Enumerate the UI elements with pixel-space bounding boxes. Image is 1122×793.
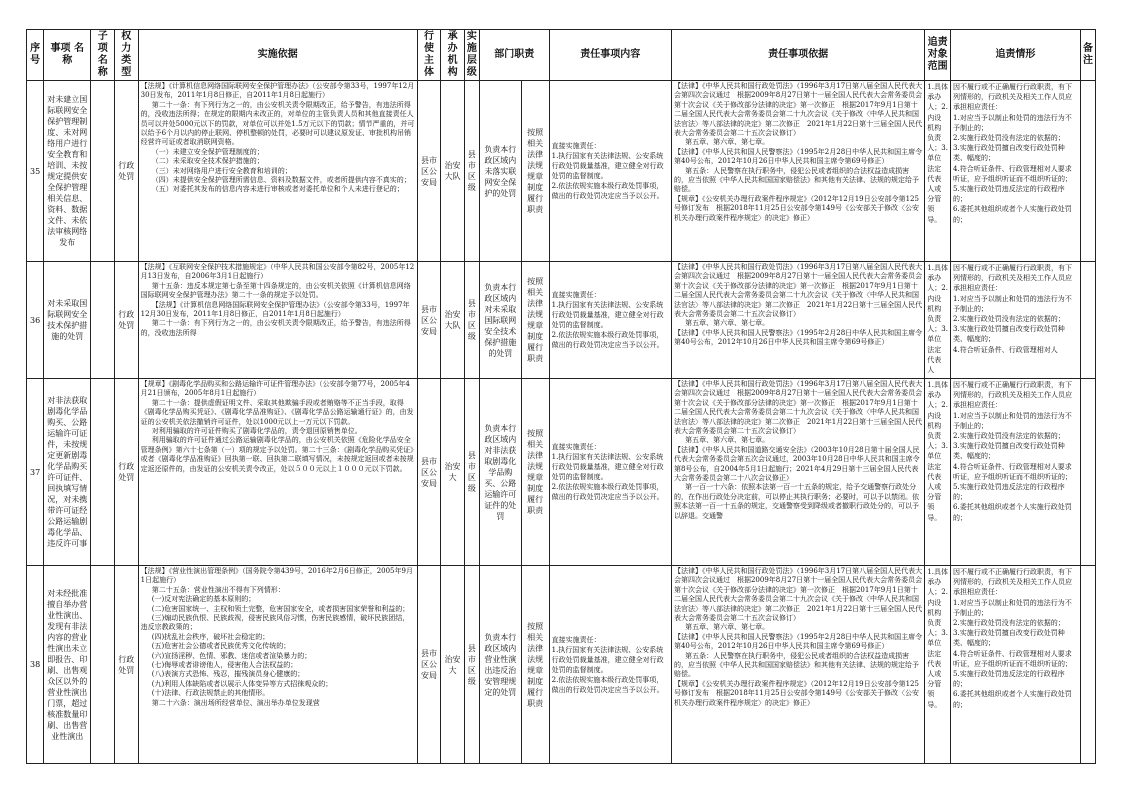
row-power-type	[115, 262, 139, 379]
row-responsibility	[549, 81, 671, 262]
row-basis-text	[141, 567, 415, 708]
row-seq	[27, 379, 44, 566]
resp-basis-paragraph: 第一百一十六条：依照本法第一百一十五条的规定，给予交通警察行政处分的，在作出行政处分决定前，可以停止其执行职务；必要时，可以予以禁闭。依照本法第一百一十五条的规定，交通警察受到降级或者撤职行政处分的，可以予以辞退。交通警	[673, 483, 919, 520]
resp-basis-paragraph: 第五章、第六章、第七章。	[685, 319, 770, 328]
header-responsibility: 责任事项内容	[549, 30, 671, 81]
row-sub-item	[91, 81, 115, 262]
row-note	[1080, 379, 1095, 566]
resp-basis-paragraph: 【规章】《公安机关办理行政案件程序规定》（2012年12月19日公安部令第125号修订发布 根据2018年11月25日公安部令第149号《公安部关于修改〈公安机关办理行政案件程序规定〉的决定》修正）	[673, 679, 919, 707]
row-basis-text	[141, 380, 415, 474]
header-basis: 实施依据	[138, 30, 417, 81]
basis-paragraph: (八)表演方式恐怖、残忍，摧残演员身心健康的；	[151, 670, 305, 679]
row-level-text: 县市区级	[467, 299, 476, 341]
row-subject	[417, 262, 441, 379]
row-item-name-text: 对未采取国际联网安全技术保护措施的处罚	[47, 299, 88, 341]
row-duty	[479, 262, 521, 379]
header-power-type: 权力类型	[115, 30, 139, 81]
row-duty-text: 负责本行政区域内未落实联网安全保护的处罚	[484, 144, 517, 198]
resp-basis-paragraph: 【法律】《中华人民共和国行政处罚法》（1996年3月17日第八届全国人民代表大会第四次会议通过 根据2009年8月27日第十一届全国人民代表大会常务委员会第十次会议《关于修改部分法律的决定》第一次修正 根据2017年9月1日第十二届全国人民代表大会常务委员会第二十九次会议《关于修改〈中华人民共和国法官法〉等八部法律的决定》第二次修正 2021年1月22日第十三届全国人民代表大会常务委员会第二十五次会议修订）	[673, 380, 923, 436]
row-responsibility	[549, 379, 671, 566]
row-basis	[138, 262, 417, 379]
header-resp-basis: 责任事项依据	[671, 30, 924, 81]
situation-item: 1.对应当予以制止和处罚的违法行为不予制止的；	[953, 294, 1072, 313]
basis-paragraph: 【法规】《计算机信息网络国际联网安全保护管理办法》（公安部令第33号，1997年12月30日发布，2011年1月8日修正，自2011年1月8日起施行）	[140, 300, 410, 319]
row-resp-basis-text	[674, 567, 922, 708]
row-agency-text: 治安大	[444, 462, 461, 482]
row-duty-method	[521, 262, 549, 379]
basis-paragraph: (一)反对宪法确定的基本原则的；	[151, 595, 256, 604]
row-basis	[138, 379, 417, 566]
row-agency	[441, 566, 465, 764]
row-duty-method-text: 按照相关法律法规规章制度履行职责	[527, 128, 544, 214]
basis-paragraph: （一）未建立安全保护管理制度的；	[151, 147, 264, 156]
situation-item: 3.实施行政处罚擅自改变行政处罚种类、幅度的；	[953, 442, 1065, 461]
resp-basis-paragraph: 【法律】《中华人民共和国人民警察法》（1995年2月28日中华人民共和国主席令第40号公布，2012年10月26日中华人民共和国主席令第69号修正）	[673, 632, 923, 651]
row-agency-text: 治安大队	[444, 161, 461, 181]
situation-item: 1.对应当予以制止和处罚的违法行为不予制止的；	[953, 113, 1072, 132]
resp-basis-paragraph: 【法律】《中华人民共和国道路交通安全法》（2003年10月28日第十届全国人民代表大会常务委员会第五次会议通过，2003年10月28日中华人民共和国主席令第8号公布，自2004年5月1日起施行；2021年4月29日第十三届全国人民代表大会常务委员会第二十八次会议修正）	[673, 445, 920, 483]
header-note: 备注	[1080, 30, 1095, 81]
row-duty-method	[521, 81, 549, 262]
row-duty	[479, 566, 521, 764]
row-basis	[138, 566, 417, 764]
document-page	[26, 29, 1096, 791]
row-subject	[417, 566, 441, 764]
row-item-name	[44, 379, 91, 566]
row-situation-text	[953, 82, 1078, 225]
basis-paragraph: 利用骗取的许可证件通过公路运输剧毒化学品的，由公安机关依照《危险化学品安全管理条例》第六十七条第（一）项的规定予以处罚。第二十三条：《剧毒化学品购买凭证》或者《剧毒化学品准购证》回执第一联、回执第二联填写情况，未按规定返回或者未按规定返还原件的，由发证的公安机关责令改正，处以５００元以上１０００元以下罚款。	[140, 436, 414, 473]
row-resp-basis-text	[674, 380, 922, 521]
power-list-table	[26, 29, 1096, 764]
situation-item: 2.实施行政处罚没有法定的依据的；	[953, 134, 1065, 143]
row-duty	[479, 81, 521, 262]
row-subject-text: 县市区公安局	[420, 649, 437, 680]
situation-item: 因不履行或不正确履行行政职责，有下列情形的，行政机关及相关工作人员应承担相应责任：	[953, 381, 1073, 410]
row-responsibility-text: 直接实施责任： 1.执行国家有关法律法规、公安系统行政处罚裁量基准，建立健全对行政处罚的监督制度。 2.依法依规实施本级行政处罚事项，做出的行政处罚决定应当予以公开。	[551, 443, 664, 501]
basis-paragraph: 第二十六条：演出场所经营单位、演出举办单位发现营	[151, 698, 320, 707]
resp-basis-paragraph: 第五章、第六章、第七章。	[685, 623, 770, 632]
row-scope	[925, 566, 951, 764]
resp-basis-paragraph: 第五章、第六章、第七章。	[685, 436, 770, 445]
row-subject	[417, 379, 441, 566]
situation-item: 2.实施行政处罚没有法定的依据的；	[953, 619, 1065, 628]
situation-item: 6.委托其他组织或者个人实施行政处罚的；	[953, 690, 1072, 709]
row-power-type	[115, 379, 139, 566]
row-responsibility	[549, 566, 671, 764]
basis-paragraph: （四）未提供安全保护管理所需信息、资料及数据文件，或者所提供内容不真实的；	[151, 176, 411, 185]
row-scope-text: 1.具体承办人；2.内设机构负责人；3.单位法定代表人或分管领导。	[927, 83, 948, 224]
header-agency: 承办机构	[441, 30, 465, 81]
situation-item: 4.符合听证条件、行政管理相对人要求听证，应予组织听证而不组织听证的；	[953, 462, 1073, 481]
row-agency	[441, 81, 465, 262]
row-situation	[951, 262, 1081, 379]
resp-basis-paragraph: 【法律】《中华人民共和国人民警察法》（1995年2月28日中华人民共和国主席令第40号公布，2012年10月26日中华人民共和国主席令第69号修正）	[673, 147, 923, 166]
row-resp-basis	[671, 81, 924, 262]
situation-item: 6.委托其他组织或者个人实施行政处罚的；	[953, 205, 1072, 224]
row-seq-text: 37	[29, 467, 41, 477]
row-item-name	[44, 262, 91, 379]
row-situation-text	[953, 380, 1078, 523]
row-note	[1080, 81, 1095, 262]
row-level	[464, 262, 479, 379]
basis-paragraph: (二)危害国家统一、主权和领土完整，危害国家安全，或者损害国家荣誉和利益的；	[151, 604, 410, 613]
situation-item: 因不履行或不正确履行行政职责，有下列情形的，行政机关及相关工作人员应承担相应责任：	[953, 264, 1073, 293]
row-resp-basis-text	[674, 263, 922, 348]
row-level	[464, 379, 479, 566]
row-note	[1080, 262, 1095, 379]
basis-paragraph: 第二十一条：有下列行为之一的，由公安机关责令限期改正，给予警告，有违法所得的，没收违法所得	[140, 319, 411, 337]
row-item-name-text: 对非法获取剧毒化学品购买、公路运输许可证件，未按规定更新剧毒化学品购买许可证件、回执填写情况，对未携带许可证经公路运输剧毒化学品、违反许可事	[47, 396, 88, 548]
resp-basis-paragraph: 【法律】《中华人民共和国行政处罚法》（1996年3月17日第八届全国人民代表大会第四次会议通过 根据2009年8月27日第十一届全国人民代表大会常务委员会第十次会议《关于修改部分法律的决定》第一次修正 根据2017年9月1日第十二届全国人民代表大会常务委员会第二十九次会议《关于修改〈中华人民共和国法官法〉等八部法律的决定》第二次修正 2021年1月22日第十三届全国人民代表大会常务委员会第二十五次会议修订）	[673, 567, 923, 623]
row-responsibility-text: 直接实施责任： 1.执行国家有关法律法规、公安系统行政处罚裁量基准，建立健全对行政处罚的监督制度。 2.依法依规实施本级行政处罚事项，做出的行政处罚决定应当予以公开。	[551, 142, 664, 200]
row-duty	[479, 379, 521, 566]
row-subject-text: 县市区公安局	[420, 155, 437, 187]
resp-basis-paragraph: 【法律】《中华人民共和国人民警察法》（1995年2月28日中华人民共和国主席令第40号公布，2012年10月26日中华人民共和国主席令第69号修正）	[673, 328, 923, 347]
row-duty-method-text: 按照相关法律法规规章制度履行职责	[527, 621, 544, 708]
situation-item: 1.对应当予以制止和处罚的违法行为不予制止的；	[953, 411, 1072, 430]
resp-basis-paragraph: 【规章】《公安机关办理行政案件程序规定》（2012年12月19日公安部令第125号修订发布 根据2018年11月25日公安部令第149号《公安部关于修改〈公安机关办理行政案件程序规定〉的决定》修正）	[673, 194, 919, 222]
row-power-type-text: 行政处罚	[118, 654, 135, 675]
row-responsibility-text: 直接实施责任： 1.执行国家有关法律法规、公安系统行政处罚裁量基准，建立健全对行政处罚的监督制度。 2.依法依规实施本级行政处罚事项，做出的行政处罚决定应当予以公开。	[551, 291, 664, 349]
row-seq-text: 38	[29, 660, 41, 669]
table-row	[27, 81, 1096, 262]
row-item-name-text: 对未经批准擅自举办营业性演出、发现有非法内容的营业性演出未立即报告、印刷、出售观众区以外的营业性演出门票，超过核准数量印刷、出售营业性演出	[47, 588, 88, 741]
row-responsibility-text: 直接实施责任： 1.执行国家有关法律法规、公安系统行政处罚裁量基准，建立健全对行政处罚的监督制度。 2.依法依规实施本级行政处罚事项，做出的行政处罚决定应当予以公开。	[551, 635, 664, 694]
row-situation-text	[953, 567, 1078, 710]
basis-paragraph: 对利用骗取的许可证件购买了剧毒化学品的，责令退回原销售单位。	[151, 427, 362, 436]
row-scope-text: 1.具体承办人；2.内设机构负责人；3.单位法定代表人或分管领导。	[927, 568, 948, 709]
row-power-type	[115, 81, 139, 262]
row-item-name	[44, 566, 91, 764]
row-agency-text: 治安大	[444, 654, 461, 675]
resp-basis-paragraph: 第五条：人民警察在执行职务中，侵犯公民或者组织的合法权益造成损害的，应当依照《中华人民共和国国家赔偿法》和其他有关法律、法规的规定给予赔偿。	[673, 166, 919, 194]
row-basis	[138, 81, 417, 262]
situation-item: 5.实施行政处罚违反法定的行政程序的；	[953, 670, 1065, 689]
situation-item: 因不履行或不正确履行行政职责，有下列情形的，行政机关及相关工作人员应承担相应责任：	[953, 568, 1073, 597]
row-item-name	[44, 81, 91, 262]
row-subject-text: 县市区公安局	[420, 304, 437, 336]
situation-item: 5.实施行政处罚违反法定的行政程序的；	[953, 185, 1065, 204]
row-sub-item	[91, 379, 115, 566]
row-duty-method-text: 按照相关法律法规规章制度履行职责	[527, 277, 544, 363]
header-sub-item: 子项名称	[91, 30, 115, 81]
row-power-type	[115, 566, 139, 764]
table-header-row	[27, 30, 1096, 81]
situation-item: 因不履行或不正确履行行政职责，有下列情形的，行政机关及相关工作人员应承担相应责任：	[953, 83, 1073, 112]
row-sub-item	[91, 262, 115, 379]
situation-item: 3.实施行政处罚擅自改变行政处罚种类、幅度的；	[953, 144, 1065, 163]
row-power-type-text: 行政处罚	[118, 462, 135, 482]
situation-item: 2.实施行政处罚没有法定的依据的；	[953, 432, 1065, 441]
row-duty-method-text: 按照相关法律法规规章制度履行职责	[527, 429, 544, 515]
resp-basis-paragraph: 第五章、第六章、第七章。	[685, 138, 770, 147]
basis-paragraph: 第二十五条：营业性演出不得有下列情形：	[151, 585, 285, 594]
basis-paragraph: 【法规】《互联网安全保护技术措施规定》（中华人民共和国公安部令第82号，2005年12月13日发布，自2006年3月1日起施行）	[140, 263, 415, 281]
row-scope	[925, 262, 951, 379]
row-situation-text	[953, 263, 1078, 355]
header-scope: 追责对象范围	[925, 30, 951, 81]
resp-basis-paragraph: 【法律】《中华人民共和国行政处罚法》（1996年3月17日第八届全国人民代表大会第四次会议通过 根据2009年8月27日第十一届全国人民代表大会常务委员会第十次会议《关于修改部分法律的决定》第一次修正 根据2017年9月1日第十二届全国人民代表大会常务委员会第二十九次会议《关于修改〈中华人民共和国法官法〉等八部法律的决定》第二次修正 2021年1月22日第十三届全国人民代表大会常务委员会第二十五次会议修订）	[673, 263, 923, 319]
basis-paragraph: 第二十一条：提供虚假证明文件、采取其他欺骗手段或者贿赂等不正当手段，取得《剧毒化学品购买凭证》、《剧毒化学品准购证》、《剧毒化学品公路运输通行证》的，由发证的公安机关依法撤销许可证件，处以1000元以上一万元以下罚款。	[140, 398, 414, 426]
header-situation: 追责情形	[951, 30, 1081, 81]
basis-paragraph: (三)煽动民族仇恨、民族歧视，侵害民族风俗习惯，伤害民族感情，破坏民族团结，违反宗教政策的；	[140, 614, 410, 632]
row-note	[1080, 566, 1095, 764]
row-item-name-text: 对未建立国际联网安全保护管理制度、未对网络用户进行安全教育和培训、未按规定提供安全保护管理相关信息、资料、数据文件、未依法审核网络发布	[47, 95, 88, 247]
row-duty-method	[521, 379, 549, 566]
basis-paragraph: 第十五条：违反本规定第七条至第十四条规定的，由公安机关依照《计算机信息网络国际联网安全保护管理办法》第二十一条的规定予以处罚。	[140, 281, 411, 300]
row-agency-text: 治安大队	[444, 310, 461, 330]
resp-basis-paragraph: 【法律】《中华人民共和国行政处罚法》（1996年3月17日第八届全国人民代表大会第四次会议通过 根据2009年8月27日第十一届全国人民代表大会常务委员会第十次会议《关于修改部分法律的决定》第一次修正 根据2017年9月1日第十二届全国人民代表大会常务委员会第二十九次会议《关于修改〈中华人民共和国法官法〉等八部法律的决定》第二次修正 2021年1月22日第十三届全国人民代表大会常务委员会第二十五次会议修订）	[673, 82, 923, 138]
row-seq	[27, 262, 44, 379]
situation-item: 5.实施行政处罚违反法定的行政程序的；	[953, 483, 1065, 502]
row-level-text: 县市区级	[467, 150, 476, 192]
basis-paragraph: 【法规】《计算机信息网络国际联网安全保护管理办法》（公安部令第33号，1997年12月30日发布，2011年1月8日修正，自2011年1月8日起施行）	[140, 82, 415, 100]
situation-item: 1.对应当予以制止和处罚的违法行为不予制止的；	[953, 598, 1072, 617]
situation-item: 3.实施行政处罚擅自改变行政处罚种类、幅度的；	[953, 325, 1065, 344]
basis-paragraph: (九)利用人体缺陷或者以展示人体变异等方式招徕观众的；	[151, 679, 333, 688]
situation-item: 2.实施行政处罚没有法定的依据的；	[953, 315, 1065, 324]
row-situation	[951, 379, 1081, 566]
basis-paragraph: （三）未对网络用户进行安全教育和培训的；	[151, 166, 292, 175]
row-situation	[951, 81, 1081, 262]
row-subject-text: 县市区公安局	[420, 456, 437, 488]
basis-paragraph: (七)侮辱或者诽谤他人，侵害他人合法权益的；	[151, 661, 298, 670]
row-basis-text	[141, 82, 415, 195]
row-power-type-text: 行政处罚	[118, 161, 135, 181]
row-subject	[417, 81, 441, 262]
basis-paragraph: (五)危害社会公德或者民族优秀文化传统的；	[151, 642, 291, 651]
row-resp-basis	[671, 566, 924, 764]
row-scope	[925, 379, 951, 566]
row-scope-text: 1.具体承办人；2.内设机构负责人；3.单位法定代表人	[927, 264, 948, 375]
resp-basis-paragraph: 第五条：人民警察在执行职务中，侵犯公民或者组织的合法权益造成损害的，应当依照《中华人民共和国国家赔偿法》和其他有关法律、法规的规定给予赔偿。	[673, 651, 919, 679]
basis-paragraph: （五）对委托其发布的信息内容未进行审核或者对委托单位和个人未进行登记的；	[151, 185, 404, 194]
basis-paragraph: (十)法律、行政法规禁止的其他情形。	[151, 689, 270, 698]
row-power-type-text: 行政处罚	[118, 310, 135, 330]
row-situation	[951, 566, 1081, 764]
basis-paragraph: （二）未采取安全技术保护措施的；	[151, 157, 264, 166]
row-duty-text: 负责本行政区域内营业性演出违反治安管理规定的处罚	[484, 632, 517, 697]
row-duty-text: 负责本行政区域内对非法获取剧毒化学品购买、公路运输许可证件的处罚	[484, 423, 517, 521]
table-row	[27, 262, 1096, 379]
row-scope	[925, 81, 951, 262]
basis-paragraph: 第二十一条：有下列行为之一的，由公安机关责令限期改正，给予警告，有违法所得的，没收违法所得；在规定的限期内未改正的，对单位的主管负责人员和其他直接责任人员可以并处5000元以下的罚款，对单位可以并处1.5万元以下的罚款；情节严重的，并可以给予6个月以内的停止联网、停机整顿的处罚，必要时可以建议原发证、审批机构吊销经营许可证或者取消联网资格。	[140, 100, 415, 147]
basis-paragraph: (六)宣扬淫秽、色情、邪教、迷信或者渲染暴力的；	[151, 651, 312, 660]
situation-item: 6.委托其他组织或者个人实施行政处罚的；	[953, 503, 1072, 522]
row-resp-basis	[671, 262, 924, 379]
row-agency	[441, 262, 465, 379]
table-row	[27, 379, 1096, 566]
situation-item: 4.符合听证条件、行政管理相对人要求听证，应予组织听证而不组织听证的；	[953, 164, 1073, 183]
situation-item: 4.符合听证条件、行政管理相对人要求听证，应予组织听证而不组织听证的；	[953, 649, 1073, 668]
row-resp-basis-text	[674, 82, 922, 223]
basis-paragraph: (四)扰乱社会秩序，破坏社会稳定的；	[151, 632, 270, 641]
header-duty: 部门职责	[479, 30, 549, 81]
basis-paragraph: 【规章】《剧毒化学品购买和公路运输许可证件管理办法》（公安部令第77号，2005年4月21日颁布，2005年8月1日起施行）	[140, 380, 410, 398]
row-level-text: 县市区级	[467, 643, 476, 686]
header-subject: 行使主体	[417, 30, 441, 81]
row-seq-text: 35	[29, 166, 41, 176]
row-agency	[441, 379, 465, 566]
row-responsibility	[549, 262, 671, 379]
row-level-text: 县市区级	[467, 451, 476, 493]
row-sub-item	[91, 566, 115, 764]
header-level: 实施层级	[464, 30, 479, 81]
row-seq	[27, 566, 44, 764]
row-seq	[27, 81, 44, 262]
row-duty-method	[521, 566, 549, 764]
header-item-name: 事项 名称	[44, 30, 91, 81]
situation-item: 3.实施行政处罚擅自改变行政处罚种类、幅度的；	[953, 629, 1065, 648]
basis-paragraph: 【法规】《营业性演出管理条例》（国务院令第439号，2016年2月6日修正，2005年9月1日起施行）	[140, 567, 413, 585]
row-level	[464, 566, 479, 764]
row-basis-text	[141, 263, 415, 338]
row-seq-text: 36	[29, 315, 41, 325]
row-duty-text: 负责本行政区域内对未采取国际联网安全技术保护措施的处罚	[484, 282, 517, 358]
row-level	[464, 81, 479, 262]
row-scope-text: 1.具体承办人；2.内设机构负责人；3.单位法定代表人或分管领导。	[927, 381, 948, 522]
table-row	[27, 566, 1096, 764]
header-seq: 序号	[27, 30, 44, 81]
situation-item: 4.符合听证条件、行政管理相对人	[953, 345, 1058, 354]
row-resp-basis	[671, 379, 924, 566]
